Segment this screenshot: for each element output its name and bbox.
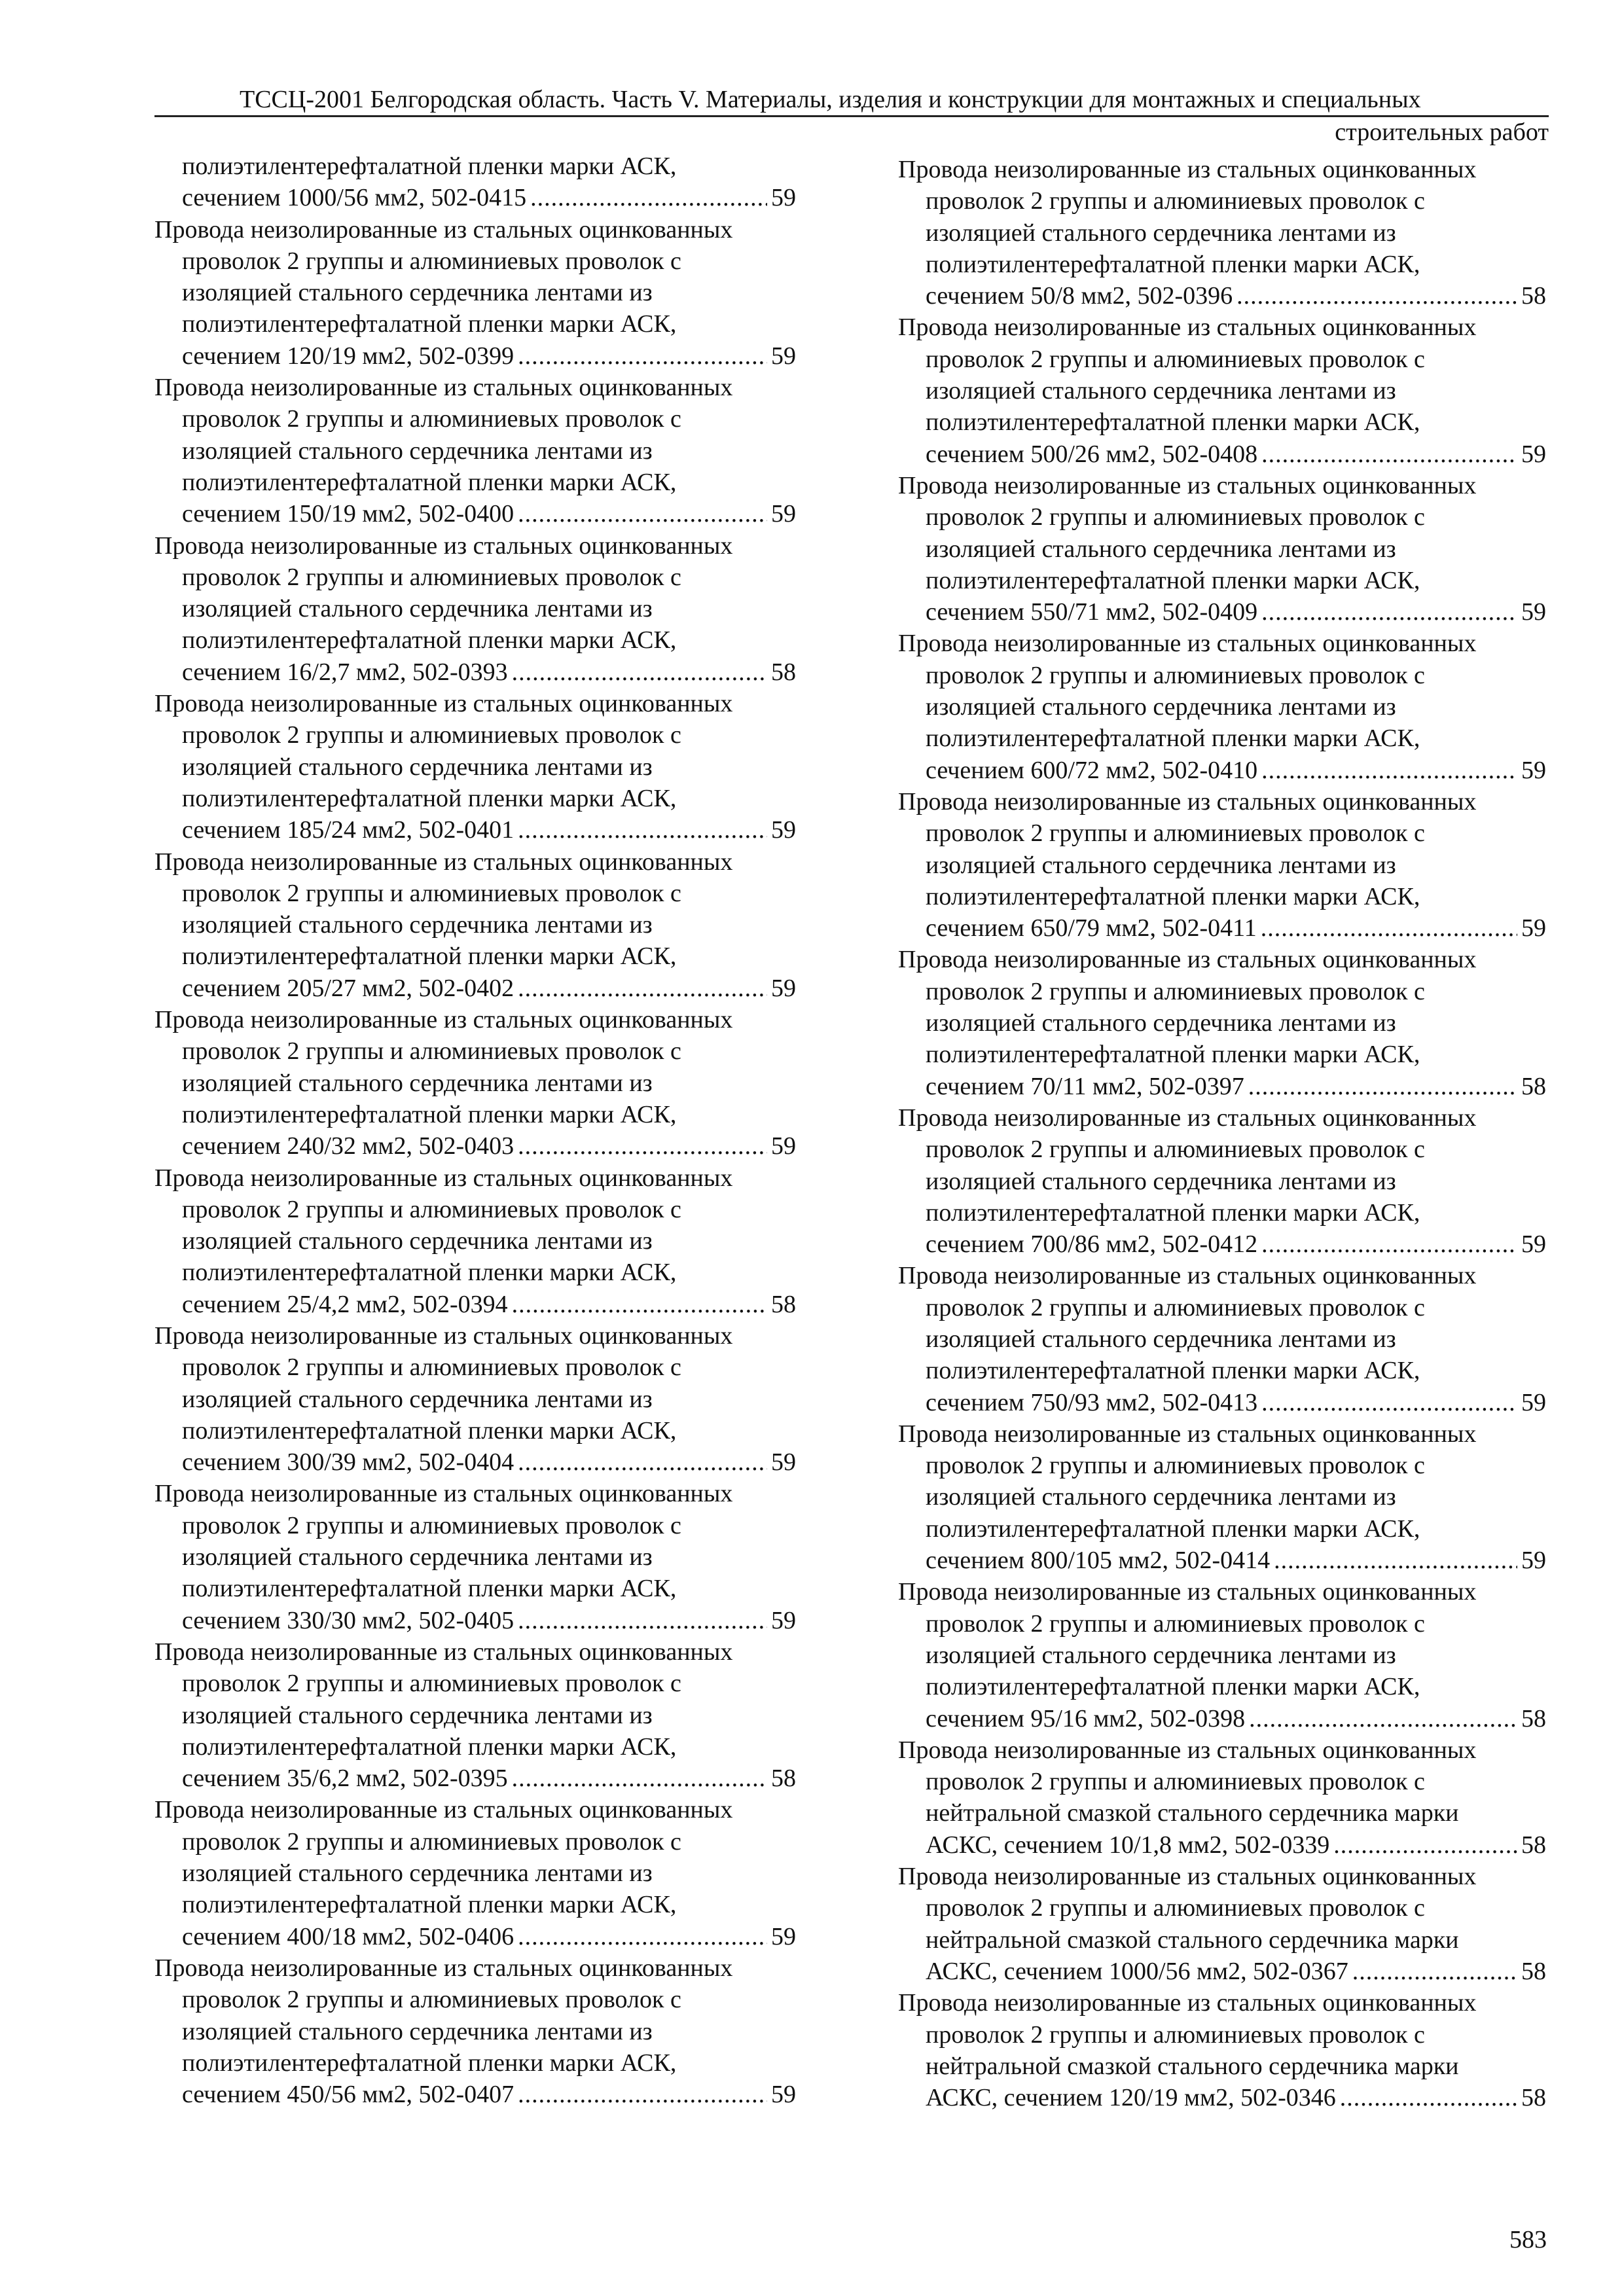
entry-page-ref: 58: [771, 1765, 796, 1793]
entry-last-line: [898, 1545, 1546, 1576]
entry-line: Провода неизолированные из стальных оцинкованных: [154, 1006, 733, 1034]
entry-line: изоляцией стального сердечника лентами из: [926, 1483, 1396, 1511]
entry-line: проволок 2 группы и алюминиевых проволок с: [182, 1827, 681, 1856]
entry-last-line: [154, 656, 796, 688]
dot-leader: [518, 1605, 767, 1636]
index-entry: [898, 786, 1546, 944]
index-entry: [154, 214, 796, 372]
dot-leader: [530, 182, 767, 213]
entry-code: сечением 35/6,2 мм2, 502-0395: [182, 1765, 508, 1793]
dot-leader: [1261, 596, 1517, 628]
entry-page-ref: 59: [1521, 440, 1546, 468]
entry-line: Провода неизолированные из стальных оцинкованных: [898, 471, 1477, 499]
running-header: [154, 84, 1549, 117]
entry-code: сечением 330/30 мм2, 502-0405: [182, 1606, 514, 1634]
index-entry: [898, 944, 1546, 1102]
index-entry: [154, 1636, 796, 1794]
entry-line: Провода неизолированные из стальных оцинкованных: [898, 156, 1477, 183]
entry-page-ref: 59: [1521, 756, 1546, 784]
dot-leader: [518, 973, 767, 1004]
entry-line: Провода неизолированные из стальных оцинкованных: [154, 531, 733, 560]
dot-leader: [1274, 1545, 1517, 1576]
entry-line: полиэтилентерефталатной пленки марки АСК,: [926, 250, 1420, 278]
index-entry: [154, 1320, 796, 1478]
entry-code: сечением 95/16 мм2, 502-0398: [926, 1704, 1246, 1732]
entry-code: сечением 120/19 мм2, 502-0399: [182, 342, 514, 370]
entry-line: нейтральной смазкой стального сердечника марки: [926, 1799, 1459, 1827]
entry-line: проволок 2 группы и алюминиевых проволок с: [926, 977, 1425, 1005]
entry-line: полиэтилентерефталатной пленки марки АСК,: [926, 725, 1420, 753]
entry-last-line: [898, 912, 1546, 944]
entry-line: Провода неизолированные из стальных оцинкованных: [898, 630, 1477, 658]
entry-line: проволок 2 группы и алюминиевых проволок с: [182, 1354, 681, 1382]
entry-line: Провода неизолированные из стальных оцинкованных: [898, 1989, 1477, 2017]
entry-line: полиэтилентерефталатной пленки марки АСК,: [926, 1673, 1420, 1701]
entry-line: проволок 2 группы и алюминиевых проволок с: [926, 503, 1425, 531]
entry-page-ref: 58: [1521, 282, 1546, 310]
entry-line: Провода неизолированные из стальных оцинкованных: [898, 946, 1477, 974]
index-entry: [898, 1260, 1546, 1418]
entry-line: проволок 2 группы и алюминиевых проволок с: [182, 405, 681, 433]
entry-page-ref: 58: [771, 1290, 796, 1318]
entry-code: сечением 300/39 мм2, 502-0404: [182, 1448, 514, 1477]
entry-line: изоляцией стального сердечника лентами из: [182, 279, 653, 307]
entry-code: сечением 205/27 мм2, 502-0402: [182, 974, 514, 1002]
entry-line: полиэтилентерефталатной пленки марки АСК,: [182, 468, 677, 496]
entry-line: изоляцией стального сердечника лентами из: [182, 437, 653, 465]
entry-page-ref: 58: [1521, 1704, 1546, 1732]
entry-last-line: [154, 1289, 796, 1320]
header-subtitle: строительных работ: [1335, 118, 1549, 146]
entry-last-line: [154, 340, 796, 372]
entry-page-ref: 59: [771, 1132, 796, 1160]
entry-last-line: [898, 596, 1546, 628]
entry-line: полиэтилентерефталатной пленки марки АСК,: [926, 408, 1420, 437]
index-entry: [154, 688, 796, 846]
entry-page-ref: 59: [1521, 1547, 1546, 1575]
dot-leader: [1261, 439, 1517, 470]
entry-code: АСКС, сечением 1000/56 мм2, 502-0367: [926, 1957, 1348, 1985]
entry-line: изоляцией стального сердечника лентами из: [182, 911, 653, 939]
entry-last-line: [154, 182, 796, 213]
entry-line: полиэтилентерефталатной пленки марки АСК,: [926, 882, 1420, 910]
entry-page-ref: 59: [771, 974, 796, 1002]
entry-code: сечением 70/11 мм2, 502-0397: [926, 1072, 1244, 1100]
entry-line: Провода неизолированные из стальных оцинкованных: [898, 314, 1477, 342]
entry-last-line: [898, 2082, 1546, 2113]
entry-line: проволок 2 группы и алюминиевых проволок с: [182, 1195, 681, 1223]
entry-line: проволок 2 группы и алюминиевых проволок с: [182, 1670, 681, 1698]
entry-code: сечением 240/32 мм2, 502-0403: [182, 1132, 514, 1160]
entry-line: полиэтилентерефталатной пленки марки АСК,: [926, 566, 1420, 594]
index-entry: [154, 372, 796, 529]
entry-page-ref: 59: [771, 342, 796, 370]
entry-line: изоляцией стального сердечника лентами из: [182, 1859, 653, 1888]
entry-line: проволок 2 группы и алюминиевых проволок с: [926, 661, 1425, 689]
entry-line: полиэтилентерефталатной пленки марки АСК,: [182, 942, 677, 971]
entry-page-ref: 59: [771, 1606, 796, 1634]
entry-last-line: [154, 1130, 796, 1162]
entry-line: проволок 2 группы и алюминиевых проволок с: [182, 247, 681, 275]
entry-code: сечением 50/8 мм2, 502-0396: [926, 282, 1233, 310]
entry-line: полиэтилентерефталатной пленки марки АСК,: [926, 1198, 1420, 1227]
entry-last-line: [154, 1921, 796, 1952]
entry-code: АСКС, сечением 10/1,8 мм2, 502-0339: [926, 1831, 1330, 1859]
dot-leader: [1340, 2082, 1517, 2113]
entry-page-ref: 59: [1521, 1388, 1546, 1416]
entry-code: сечением 600/72 мм2, 502-0410: [926, 756, 1258, 784]
entry-line: полиэтилентерефталатной пленки марки АСК,: [182, 784, 677, 812]
entry-last-line: [154, 498, 796, 529]
entry-page-ref: 58: [771, 658, 796, 686]
entry-last-line: [154, 1763, 796, 1794]
header-title: ТССЦ-2001 Белгородская область. Часть V. Материалы, изделия и конструкции для монтажных и специальных: [240, 86, 1421, 113]
entry-page-ref: 59: [1521, 598, 1546, 626]
index-entry: [898, 628, 1546, 785]
dot-leader: [518, 1446, 767, 1478]
index-column-right: [898, 154, 1546, 2113]
dot-leader: [512, 656, 767, 688]
index-entry: [154, 1478, 796, 1636]
entry-line: проволок 2 группы и алюминиевых проволок с: [182, 563, 681, 591]
entry-line: изоляцией стального сердечника лентами из: [926, 1641, 1396, 1669]
entry-line: полиэтилентерефталатной пленки марки АСК,: [926, 1041, 1420, 1069]
entry-last-line: [154, 1605, 796, 1636]
entry-last-line: [154, 1446, 796, 1478]
entry-line: полиэтилентерефталатной пленки марки АСК,: [182, 1416, 677, 1444]
entry-line: Провода неизолированные из стальных оцинкованных: [898, 1103, 1477, 1132]
entry-line: Провода неизолированные из стальных оцинкованных: [898, 1863, 1477, 1891]
entry-page-ref: 59: [1521, 914, 1546, 942]
dot-leader: [518, 2079, 767, 2110]
entry-code: сечением 1000/56 мм2, 502-0415: [182, 184, 527, 212]
entry-line: изоляцией стального сердечника лентами из: [182, 1227, 653, 1255]
entry-last-line: [154, 814, 796, 846]
dot-leader: [1261, 1229, 1517, 1260]
entry-line: Провода неизолированные из стальных оцинкованных: [154, 1638, 733, 1666]
entry-line: проволок 2 группы и алюминиевых проволок с: [926, 819, 1425, 848]
dot-leader: [518, 814, 767, 846]
index-column-left: [154, 151, 796, 2110]
entry-line: полиэтилентерефталатной пленки марки АСК,: [182, 1891, 677, 1919]
entry-line: изоляцией стального сердечника лентами из: [926, 219, 1396, 247]
entry-line: полиэтилентерефталатной пленки марки АСК,: [182, 1575, 677, 1603]
entry-line: полиэтилентерефталатной пленки марки АСК,: [926, 1357, 1420, 1385]
dot-leader: [512, 1763, 767, 1794]
entry-page-ref: 59: [771, 1448, 796, 1477]
entry-code: сечением 750/93 мм2, 502-0413: [926, 1388, 1258, 1416]
index-entry: [154, 1162, 796, 1320]
entry-last-line: [898, 755, 1546, 786]
index-entry: [154, 530, 796, 688]
entry-code: сечением 500/26 мм2, 502-0408: [926, 440, 1258, 468]
entry-page-ref: 59: [771, 500, 796, 528]
dot-leader: [1261, 1387, 1517, 1418]
entry-page-ref: 59: [771, 816, 796, 844]
entry-page-ref: 59: [1521, 1230, 1546, 1259]
entry-line: изоляцией стального сердечника лентами из: [182, 1069, 653, 1097]
entry-line: проволок 2 группы и алюминиевых проволок с: [182, 1037, 681, 1066]
entry-last-line: [898, 280, 1546, 312]
entry-line: изоляцией стального сердечника лентами из: [926, 535, 1396, 563]
entry-line: проволок 2 группы и алюминиевых проволок с: [926, 345, 1425, 373]
entry-line: Провода неизолированные из стальных оцинкованных: [898, 1262, 1477, 1290]
entry-line: проволок 2 группы и алюминиевых проволок с: [926, 1609, 1425, 1638]
entry-page-ref: 59: [771, 184, 796, 212]
entry-line: проволок 2 группы и алюминиевых проволок с: [182, 1986, 681, 2014]
entry-line: Провода неизолированные из стальных оцинкованных: [154, 1164, 733, 1192]
entry-line: изоляцией стального сердечника лентами из: [926, 1009, 1396, 1037]
index-entry: [154, 151, 796, 214]
entry-page-ref: 59: [771, 2081, 796, 2109]
entry-code: сечением 16/2,7 мм2, 502-0393: [182, 658, 508, 686]
entry-line: Провода неизолированные из стальных оцинкованных: [898, 787, 1477, 816]
entry-page-ref: 58: [1521, 1831, 1546, 1859]
index-entry: [154, 1004, 796, 1162]
entry-code: сечением 150/19 мм2, 502-0400: [182, 500, 514, 528]
entry-last-line: [898, 1071, 1546, 1102]
dot-leader: [1261, 755, 1517, 786]
entry-line: изоляцией стального сердечника лентами из: [926, 851, 1396, 879]
entry-page-ref: 58: [1521, 1957, 1546, 1985]
entry-line: Провода неизолированные из стальных оцинкованных: [154, 215, 733, 243]
entry-line: изоляцией стального сердечника лентами из: [182, 1385, 653, 1413]
entry-line: полиэтилентерефталатной пленки марки АСК,: [926, 1515, 1420, 1543]
entry-line: полиэтилентерефталатной пленки марки АСК,: [182, 310, 677, 338]
dot-leader: [518, 1921, 767, 1952]
dot-leader: [1333, 1829, 1517, 1861]
entry-line: Провода неизолированные из стальных оцинкованных: [898, 1578, 1477, 1606]
dot-leader: [1261, 912, 1517, 944]
dot-leader: [1352, 1956, 1517, 1987]
dot-leader: [518, 498, 767, 529]
entry-last-line: [154, 973, 796, 1004]
entry-code: сечением 550/71 мм2, 502-0409: [926, 598, 1258, 626]
entry-line: изоляцией стального сердечника лентами из: [182, 753, 653, 781]
entry-line: проволок 2 группы и алюминиевых проволок с: [182, 879, 681, 907]
entry-line: изоляцией стального сердечника лентами из: [926, 1167, 1396, 1195]
entry-page-ref: 58: [1521, 1072, 1546, 1100]
entry-line: изоляцией стального сердечника лентами из: [182, 595, 653, 623]
entry-line: Провода неизолированные из стальных оцинкованных: [154, 690, 733, 718]
index-entry: [898, 1418, 1546, 1576]
dot-leader: [512, 1289, 767, 1320]
entry-line: полиэтилентерефталатной пленки марки АСК,: [182, 2049, 677, 2077]
entry-line: изоляцией стального сердечника лентами из: [926, 693, 1396, 721]
entry-code: сечением 700/86 мм2, 502-0412: [926, 1230, 1258, 1259]
entry-line: Провода неизолированные из стальных оцинкованных: [154, 848, 733, 876]
entry-page-ref: 59: [771, 1922, 796, 1950]
entry-line: Провода неизолированные из стальных оцинкованных: [154, 1796, 733, 1824]
index-entry: [898, 1576, 1546, 1734]
entry-line: проволок 2 группы и алюминиевых проволок с: [926, 1894, 1425, 1922]
entry-code: АСКС, сечением 120/19 мм2, 502-0346: [926, 2084, 1336, 2112]
entry-line: Провода неизолированные из стальных оцинкованных: [898, 1420, 1477, 1448]
entry-line: проволок 2 группы и алюминиевых проволок с: [926, 1136, 1425, 1164]
entry-line: Провода неизолированные из стальных оцинкованных: [154, 1321, 733, 1350]
entry-code: сечением 650/79 мм2, 502-0411: [926, 914, 1257, 942]
dot-leader: [518, 340, 767, 372]
dot-leader: [1249, 1703, 1517, 1734]
entry-line: полиэтилентерефталатной пленки марки АСК,: [182, 1259, 677, 1287]
entry-line: проволок 2 группы и алюминиевых проволок с: [926, 2020, 1425, 2049]
index-entry: [898, 1987, 1546, 2113]
entry-line: проволок 2 группы и алюминиевых проволок с: [926, 1768, 1425, 1796]
entry-line: полиэтилентерефталатной пленки марки АСК,: [182, 1100, 677, 1128]
index-entry: [898, 1734, 1546, 1861]
entry-last-line: [898, 1829, 1546, 1861]
index-entry: [898, 1102, 1546, 1260]
entry-line: проволок 2 группы и алюминиевых проволок с: [926, 187, 1425, 215]
entry-line: полиэтилентерефталатной пленки марки АСК,: [182, 1732, 677, 1761]
index-entry: [898, 312, 1546, 469]
index-entry: [154, 1952, 796, 2110]
entry-line: проволок 2 группы и алюминиевых проволок с: [926, 1293, 1425, 1321]
entry-line: изоляцией стального сердечника лентами из: [182, 2017, 653, 2045]
entry-last-line: [898, 1387, 1546, 1418]
entry-line: изоляцией стального сердечника лентами из: [182, 1543, 653, 1571]
entry-line: полиэтилентерефталатной пленки марки АСК,: [182, 626, 677, 655]
index-entry: [154, 1794, 796, 1952]
index-entry: [898, 1861, 1546, 1987]
entry-line: Провода неизолированные из стальных оцинкованных: [154, 1480, 733, 1508]
entry-line: Провода неизолированные из стальных оцинкованных: [154, 1954, 733, 1982]
index-entry: [154, 846, 796, 1004]
entry-last-line: [154, 2079, 796, 2110]
entry-line: нейтральной смазкой стального сердечника марки: [926, 1926, 1459, 1954]
entry-line: проволок 2 группы и алюминиевых проволок с: [182, 721, 681, 749]
entry-line: проволок 2 группы и алюминиевых проволок с: [182, 1511, 681, 1539]
entry-code: сечением 400/18 мм2, 502-0406: [182, 1922, 514, 1950]
entry-line: проволок 2 группы и алюминиевых проволок с: [926, 1452, 1425, 1480]
entry-code: сечением 185/24 мм2, 502-0401: [182, 816, 514, 844]
entry-last-line: [898, 439, 1546, 470]
entry-code: сечением 450/56 мм2, 502-0407: [182, 2081, 514, 2109]
entry-line: изоляцией стального сердечника лентами из: [926, 1325, 1396, 1353]
entry-last-line: [898, 1956, 1546, 1987]
entry-line: изоляцией стального сердечника лентами из: [182, 1701, 653, 1729]
page-number: 583: [1509, 2226, 1547, 2253]
dot-leader: [1236, 280, 1517, 312]
entry-line: нейтральной смазкой стального сердечника марки: [926, 2052, 1459, 2080]
entry-line: изоляцией стального сердечника лентами из: [926, 377, 1396, 405]
index-entry: [898, 470, 1546, 628]
entry-line: полиэтилентерефталатной пленки марки АСК,: [182, 152, 677, 180]
dot-leader: [1248, 1071, 1517, 1102]
dot-leader: [518, 1130, 767, 1162]
entry-code: сечением 25/4,2 мм2, 502-0394: [182, 1290, 508, 1318]
entry-line: Провода неизолированные из стальных оцинкованных: [898, 1736, 1477, 1764]
entry-last-line: [898, 1703, 1546, 1734]
entry-code: сечением 800/105 мм2, 502-0414: [926, 1547, 1271, 1575]
entry-page-ref: 58: [1521, 2084, 1546, 2112]
entry-line: Провода неизолированные из стальных оцинкованных: [154, 374, 733, 402]
entry-last-line: [898, 1229, 1546, 1260]
index-entry: [898, 154, 1546, 312]
